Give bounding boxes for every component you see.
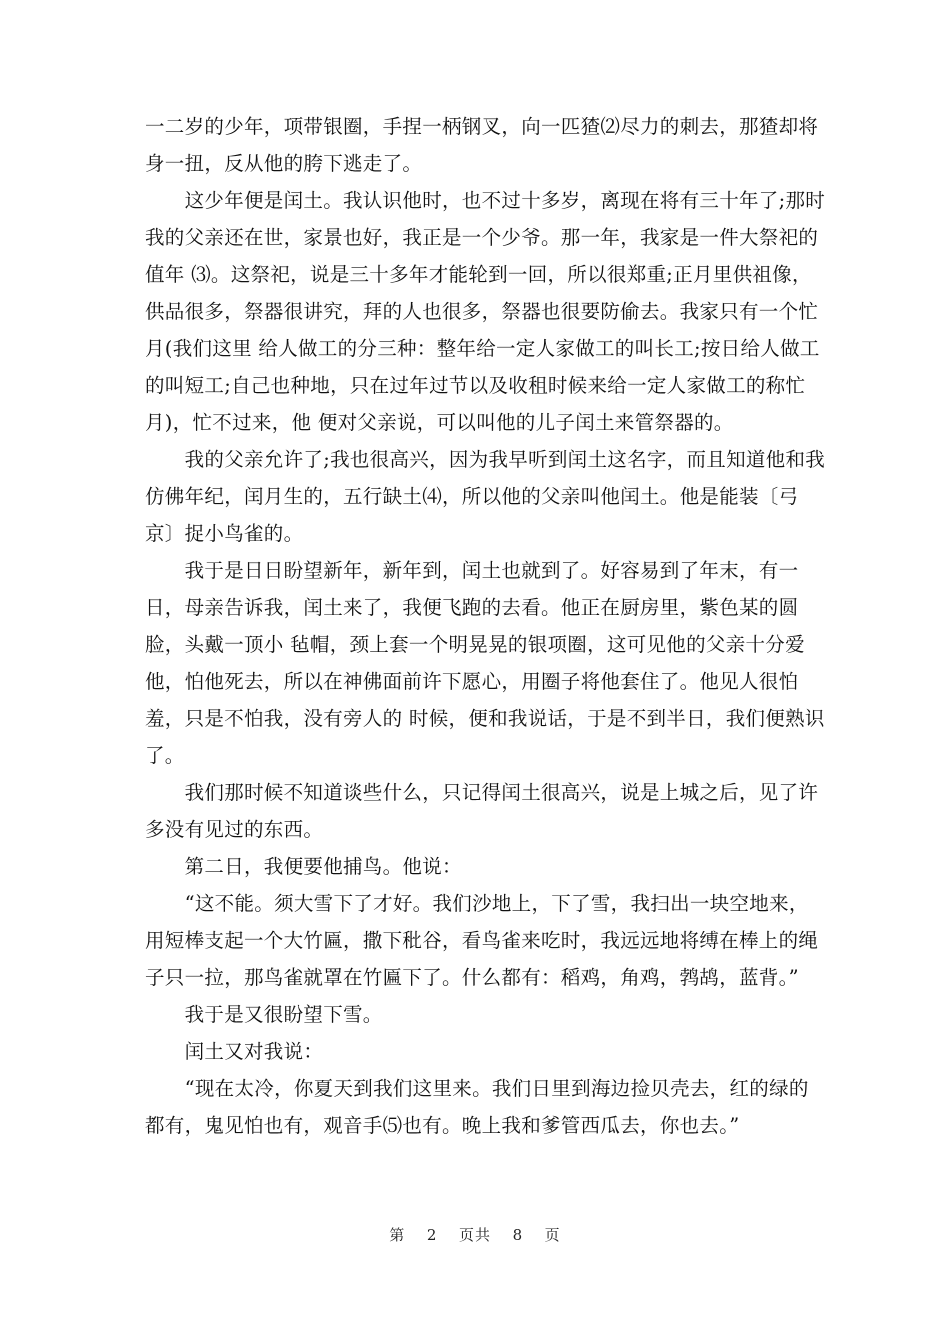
text-line: 我们那时候不知道谈些什么，只记得闰土很高兴，说是上城之后，见了许 <box>145 781 819 804</box>
text-line: 月)，忙不过来，他 便对父亲说，可以叫他的儿子闰土来管祭器的。 <box>145 411 734 434</box>
body-text <box>145 108 826 1144</box>
text-line: 我的父亲允许了;我也很高兴，因为我早听到闰土这名字，而且知道他和我 <box>145 448 826 471</box>
text-line: 一二岁的少年，项带银圈，手捏一柄钢叉，向一匹猹⑵尽力的刺去，那猹却将 <box>145 115 819 138</box>
text-line: 供品很多，祭器很讲究，拜的人也很多，祭器也很要防偷去。我家只有一个忙 <box>145 300 819 323</box>
text-line: 仿佛年纪，闰月生的，五行缺土⑷，所以他的父亲叫他闰土。他是能装〔弓 <box>145 485 799 508</box>
text-line: 子只一拉，那鸟雀就罩在竹匾下了。什么都有：稻鸡，角鸡，鹁鸪，蓝背。” <box>145 966 799 989</box>
text-line: 日，母亲告诉我，闰土来了，我便飞跑的去看。他正在厨房里，紫色某的圆 <box>145 596 799 619</box>
text-line: 闰土又对我说： <box>145 1040 324 1063</box>
footer-middle: 页共 <box>458 1226 491 1244</box>
text-line: 脸，头戴一顶小 毡帽，颈上套一个明晃晃的银项圈，这可见他的父亲十分爱 <box>145 633 805 656</box>
text-line: 多没有见过的东西。 <box>145 818 324 841</box>
text-line: 月(我们这里 给人做工的分三种：整年给一定人家做工的叫长工;按日给人做工 <box>145 337 820 360</box>
text-line: 第二日，我便要他捕鸟。他说： <box>145 855 462 878</box>
text-line: 用短棒支起一个大竹匾，撒下秕谷，看鸟雀来吃时，我远远地将缚在棒上的绳 <box>145 929 819 952</box>
text-line: “这不能。须大雪下了才好。我们沙地上，下了雪，我扫出一块空地来， <box>145 892 809 915</box>
footer-total-pages: 8 <box>512 1226 524 1244</box>
footer-page-number: 2 <box>426 1226 438 1244</box>
text-line: “现在太冷，你夏天到我们这里来。我们日里到海边捡贝壳去，红的绿的 <box>145 1077 809 1100</box>
text-line: 了。 <box>145 744 185 767</box>
footer-prefix: 第 <box>389 1226 406 1244</box>
text-line: 都有，鬼见怕也有，观音手⑸也有。晚上我和爹管西瓜去，你也去。” <box>145 1114 740 1137</box>
footer-suffix: 页 <box>544 1226 561 1244</box>
text-line: 羞，只是不怕我，没有旁人的 时候，便和我说话，于是不到半日，我们便熟识 <box>145 707 825 730</box>
text-line: 他，怕他死去，所以在神佛面前许下愿心，用圈子将他套住了。他见人很怕 <box>145 670 799 693</box>
text-line: 身一扭，反从他的胯下逃走了。 <box>145 152 423 175</box>
text-line: 我的父亲还在世，家景也好，我正是一个少爷。那一年，我家是一件大祭祀的 <box>145 226 819 249</box>
text-line: 值年 ⑶。这祭祀，说是三十多年才能轮到一回，所以很郑重;正月里供祖像， <box>145 263 812 286</box>
text-line: 这少年便是闰土。我认识他时，也不过十多岁，离现在将有三十年了;那时 <box>145 189 826 212</box>
text-line: 我于是日日盼望新年，新年到，闰土也就到了。好容易到了年末，有一 <box>145 559 799 582</box>
text-line: 我于是又很盼望下雪。 <box>145 1003 383 1026</box>
page-footer <box>0 1224 950 1245</box>
text-line: 京〕捉小鸟雀的。 <box>145 522 304 545</box>
text-line: 的叫短工;自己也种地，只在过年过节以及收租时候来给一定人家做工的称忙 <box>145 374 806 397</box>
